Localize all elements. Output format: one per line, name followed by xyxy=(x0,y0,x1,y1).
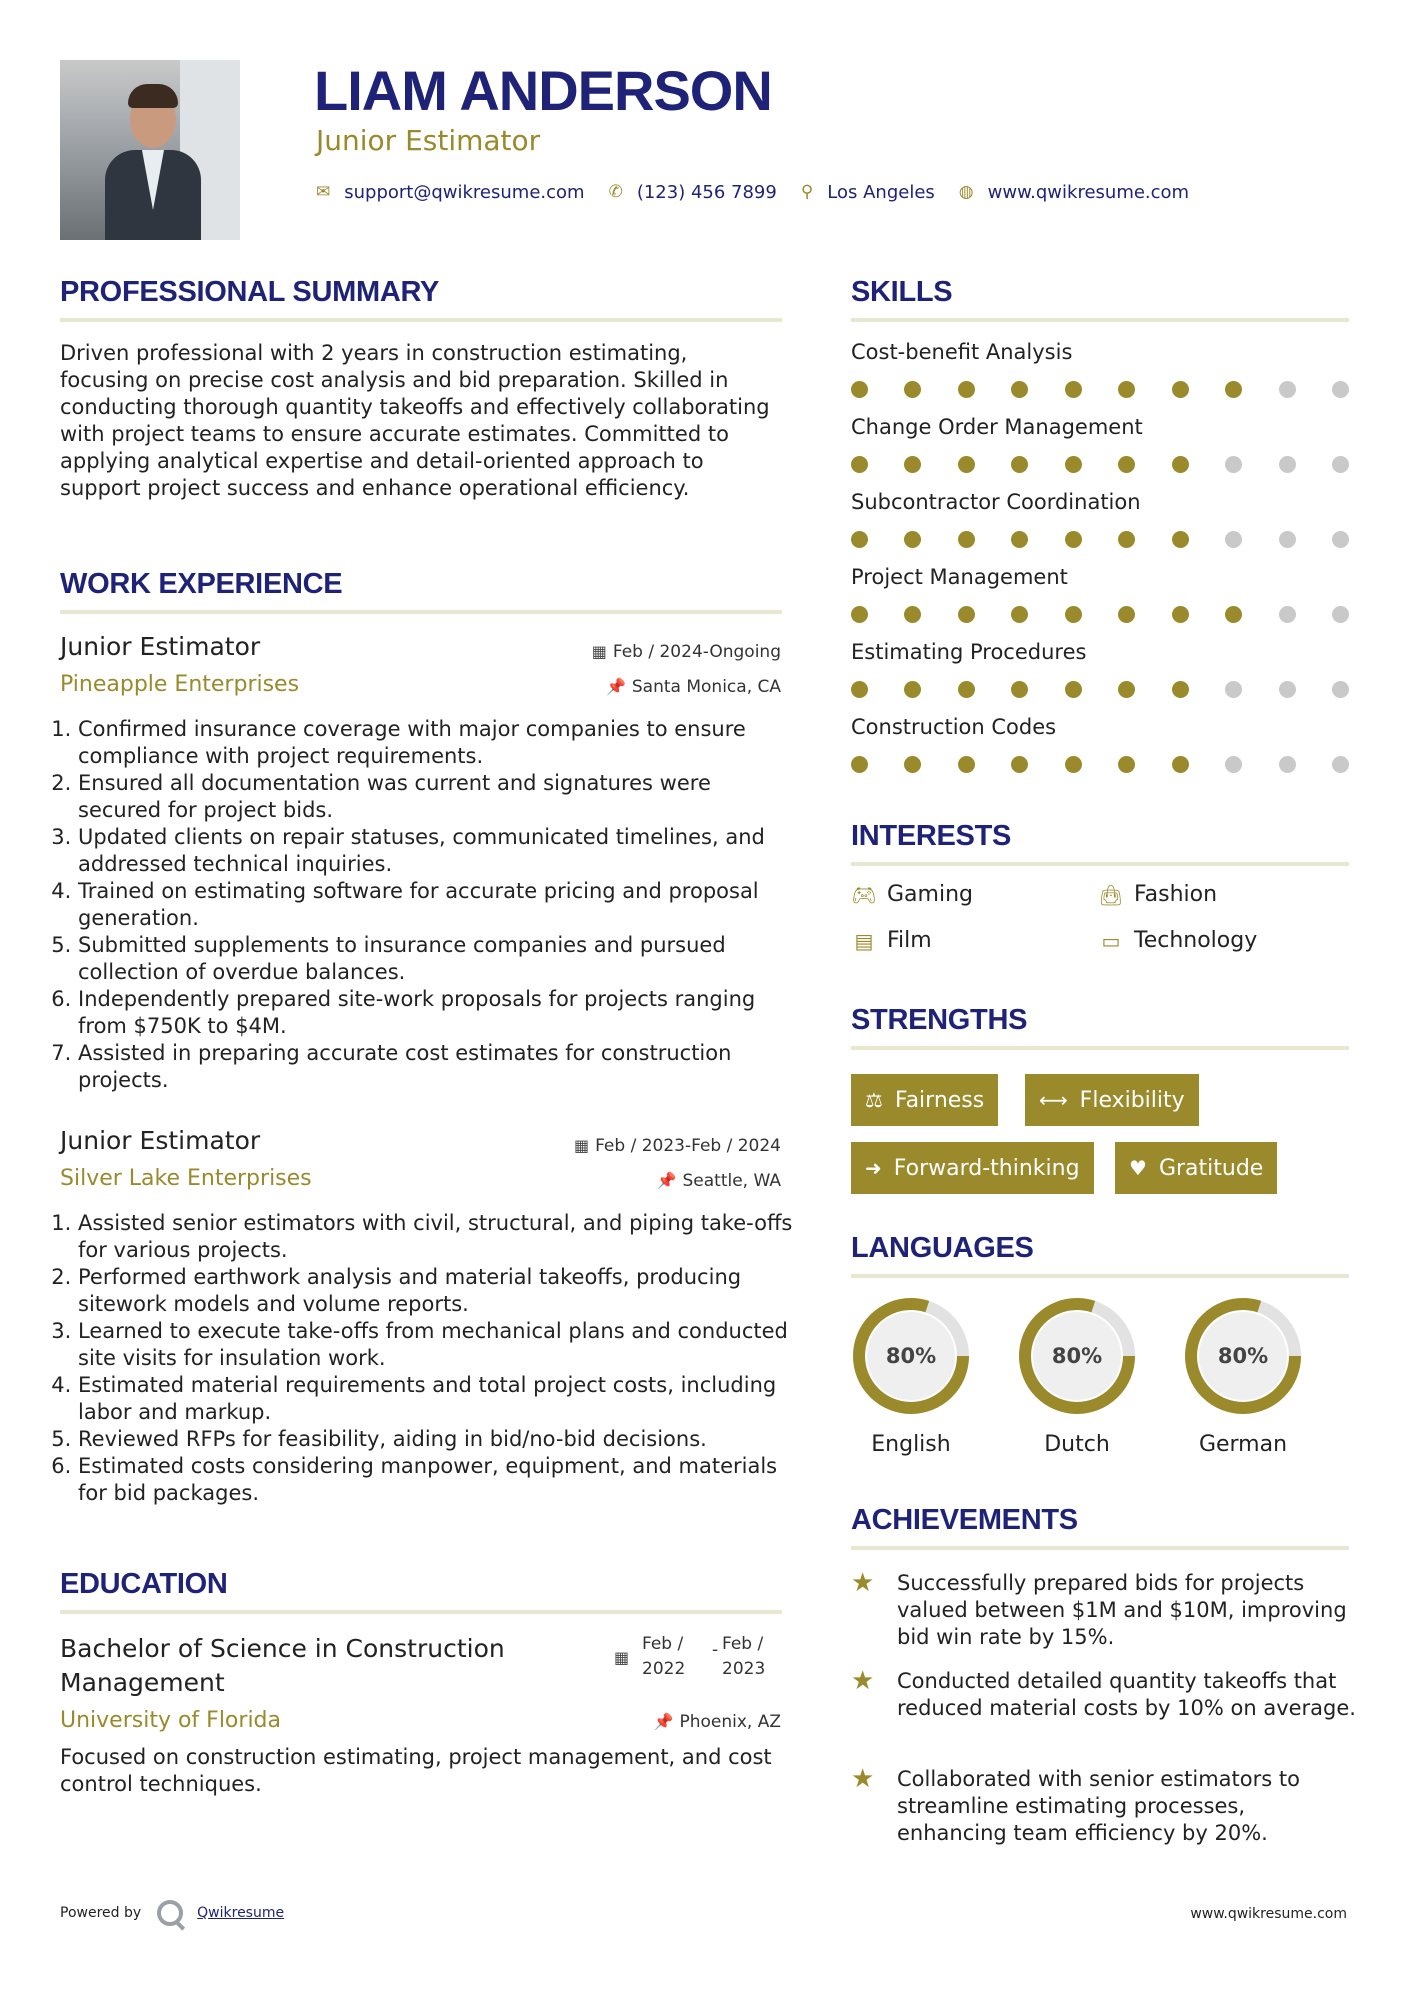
skill-dot xyxy=(1332,456,1349,473)
interest-label: Gaming xyxy=(887,882,973,907)
phone-text: (123) 456 7899 xyxy=(636,181,777,203)
experience-divider xyxy=(60,610,782,614)
achievement-text: Collaborated with senior estimators to streamline estimating processes, enhancing team efficiency by 20%. xyxy=(897,1767,1300,1845)
education-date-separator: - xyxy=(712,1640,719,1660)
language-name: German xyxy=(1198,1432,1288,1457)
summary-text: Driven professional with 2 years in construction estimating, focusing on precise cost analysis and bid preparation. Skilled in conducting thorough quantity takeoffs and effectively collaborating with project teams to ensure accurate estimates. Committed to applying analytical expertise and detail-oriented approach to support project success and enhance operational efficiency. xyxy=(60,341,770,500)
list-item: 5. Reviewed RFPs for feasibility, aiding in bid/no-bid decisions. xyxy=(78,1426,800,1453)
language-name: Dutch xyxy=(1044,1432,1110,1457)
contact-bar xyxy=(316,180,1213,204)
achievement-item xyxy=(851,1668,1361,1722)
skill-dot xyxy=(1279,681,1296,698)
interest-label: Fashion xyxy=(1134,882,1218,907)
pin-icon: 📌 xyxy=(653,1712,674,1731)
skill-dot xyxy=(1172,456,1189,473)
skill-dot xyxy=(1011,606,1028,623)
skills-divider xyxy=(851,318,1349,322)
phone-icon: ✆ xyxy=(608,182,623,202)
education-start-year: 2022 xyxy=(642,1659,686,1679)
skill-level-dots xyxy=(851,456,1349,474)
skill-name: Change Order Management xyxy=(851,415,1143,439)
list-item: 5. Submitted supplements to insurance companies and pursued collection of overdue balances. xyxy=(78,932,800,986)
job-title: Junior Estimator xyxy=(60,632,261,661)
job-location xyxy=(657,1171,781,1191)
interest-fashion xyxy=(1098,882,1217,907)
skill-dot xyxy=(851,381,868,398)
job-title: Junior Estimator xyxy=(60,1126,261,1155)
education-start-month: Feb / xyxy=(642,1634,684,1654)
skill-level-dots xyxy=(851,531,1349,549)
star-icon: ★ xyxy=(851,1568,875,1598)
skill-name: Project Management xyxy=(851,565,1068,589)
skill-dot xyxy=(1011,681,1028,698)
languages-heading: LANGUAGES xyxy=(851,1232,1034,1264)
skill-dot xyxy=(958,381,975,398)
education-end-year: 2023 xyxy=(722,1659,766,1679)
strength-flexibility xyxy=(1025,1074,1199,1126)
achievement-item xyxy=(851,1570,1361,1651)
skill-dot xyxy=(1225,606,1242,623)
calendar-icon: ▦ xyxy=(591,642,607,661)
skill-dot xyxy=(851,756,868,773)
skill-dot xyxy=(851,456,868,473)
skill-dot xyxy=(851,681,868,698)
skill-dot xyxy=(958,606,975,623)
education-divider xyxy=(60,1610,782,1614)
summary-heading: PROFESSIONAL SUMMARY xyxy=(60,276,440,308)
skill-dot xyxy=(1172,381,1189,398)
list-item: 1. Confirmed insurance coverage with major companies to ensure compliance with project requirements. xyxy=(78,716,800,770)
laptop-icon: ▭ xyxy=(1101,928,1121,953)
job-responsibilities xyxy=(60,716,800,1094)
skill-level-dots xyxy=(851,381,1349,399)
experience-heading: WORK EXPERIENCE xyxy=(60,568,343,600)
skill-name: Subcontractor Coordination xyxy=(851,490,1141,514)
interest-technology xyxy=(1098,928,1257,953)
skill-dot xyxy=(904,381,921,398)
skill-dot xyxy=(1332,531,1349,548)
skill-dot xyxy=(1225,531,1242,548)
education-heading: EDUCATION xyxy=(60,1568,228,1600)
skill-dot xyxy=(1118,381,1135,398)
star-icon: ★ xyxy=(851,1666,875,1696)
skill-dot xyxy=(958,531,975,548)
skill-dot xyxy=(851,606,868,623)
skill-dot xyxy=(1011,381,1028,398)
strength-label: Gratitude xyxy=(1158,1155,1264,1181)
strength-fairness xyxy=(851,1074,998,1126)
company-name: Pineapple Enterprises xyxy=(60,672,300,697)
skill-dot xyxy=(1279,756,1296,773)
education-location-text: Phoenix, AZ xyxy=(679,1712,781,1732)
language-percent: 80% xyxy=(1217,1344,1269,1368)
globe-icon: ◍ xyxy=(958,182,974,202)
achievements-divider xyxy=(851,1546,1349,1550)
strengths-heading: STRENGTHS xyxy=(851,1004,1028,1036)
skill-dot xyxy=(1332,606,1349,623)
skill-dot xyxy=(1332,381,1349,398)
skill-name: Cost-benefit Analysis xyxy=(851,340,1073,364)
list-item: 6. Independently prepared site-work proposals for projects ranging from $750K to $4M. xyxy=(78,986,800,1040)
skill-dot xyxy=(904,606,921,623)
skill-dot xyxy=(1011,756,1028,773)
education-end-month: Feb / xyxy=(722,1634,764,1654)
candidate-role: Junior Estimator xyxy=(316,124,541,157)
skill-name: Estimating Procedures xyxy=(851,640,1087,664)
skill-dot xyxy=(1332,756,1349,773)
skill-dot xyxy=(958,756,975,773)
calendar-icon: ▦ xyxy=(573,1136,590,1155)
arrows-horizontal-icon: ⟷ xyxy=(1039,1088,1068,1112)
skill-dot xyxy=(1279,531,1296,548)
skill-dot xyxy=(1065,606,1082,623)
skill-dot xyxy=(1065,456,1082,473)
pin-icon: 📌 xyxy=(656,1171,677,1190)
map-marker-icon: ⚲ xyxy=(800,182,814,202)
skill-dot xyxy=(1225,681,1242,698)
strength-label: Flexibility xyxy=(1079,1087,1185,1113)
list-item: 7. Assisted in preparing accurate cost estimates for construction projects. xyxy=(78,1040,800,1094)
skills-heading: SKILLS xyxy=(851,276,953,308)
skill-dot xyxy=(1011,531,1028,548)
location-text: Los Angeles xyxy=(827,181,935,203)
skill-dot xyxy=(1065,381,1082,398)
skill-dot xyxy=(1172,681,1189,698)
heart-icon: ♥ xyxy=(1129,1156,1147,1180)
list-item: 4. Estimated material requirements and total project costs, including labor and markup. xyxy=(78,1372,800,1426)
education-description: Focused on construction estimating, project management, and cost control techniques. xyxy=(60,1745,772,1796)
achievement-text: Successfully prepared bids for projects valued between $1M and $10M, improving bid win rate by 15%. xyxy=(897,1571,1347,1649)
strength-label: Forward-thinking xyxy=(893,1155,1080,1181)
skill-dot xyxy=(1118,756,1135,773)
candidate-name: LIAM ANDERSON xyxy=(314,59,772,122)
arrow-right-icon: ➜ xyxy=(865,1156,882,1180)
achievement-text: Conducted detailed quantity takeoffs that reduced material costs by 10% on average. xyxy=(897,1669,1356,1720)
skill-dot xyxy=(1225,381,1242,398)
skill-level-dots xyxy=(851,606,1349,624)
skill-dot xyxy=(1011,456,1028,473)
interest-label: Film xyxy=(887,928,932,953)
skill-dot xyxy=(1065,681,1082,698)
list-item: 2. Ensured all documentation was current and signatures were secured for project bids. xyxy=(78,770,800,824)
strengths-divider xyxy=(851,1046,1349,1050)
job-location-text: Santa Monica, CA xyxy=(631,677,781,697)
skill-name: Construction Codes xyxy=(851,715,1057,739)
list-item: 3. Updated clients on repair statuses, communicated timelines, and addressed technical inquiries. xyxy=(78,824,800,878)
skill-dot xyxy=(1065,531,1082,548)
school-name: University of Florida xyxy=(60,1708,281,1733)
skill-dot xyxy=(1172,756,1189,773)
skill-dot xyxy=(1279,456,1296,473)
skill-dot xyxy=(1279,606,1296,623)
degree-title: Bachelor of Science in Construction Management xyxy=(60,1634,505,1697)
interest-label: Technology xyxy=(1134,928,1258,953)
skill-dot xyxy=(904,756,921,773)
company-name: Silver Lake Enterprises xyxy=(60,1166,312,1191)
profile-photo xyxy=(60,60,240,240)
star-icon: ★ xyxy=(851,1764,875,1794)
balance-scale-icon: ⚖ xyxy=(865,1088,883,1112)
skill-dot xyxy=(958,681,975,698)
skill-dot xyxy=(1332,681,1349,698)
language-percent: 80% xyxy=(1051,1344,1103,1368)
interests-heading: INTERESTS xyxy=(851,820,1012,852)
language-ring xyxy=(1017,1296,1137,1416)
achievements-heading: ACHIEVEMENTS xyxy=(851,1504,1078,1536)
list-item: 2. Performed earthwork analysis and material takeoffs, producing sitework models and volume reports. xyxy=(78,1264,800,1318)
skill-dot xyxy=(1065,756,1082,773)
skill-dot xyxy=(1118,531,1135,548)
achievement-item xyxy=(851,1766,1361,1847)
skill-dot xyxy=(1225,756,1242,773)
list-item: 4. Trained on estimating software for accurate pricing and proposal generation. xyxy=(78,878,800,932)
language-ring xyxy=(1183,1296,1303,1416)
job-dates xyxy=(574,1136,781,1156)
strength-gratitude xyxy=(1115,1142,1277,1194)
skill-dot xyxy=(1118,606,1135,623)
languages-divider xyxy=(851,1274,1349,1278)
job-location xyxy=(606,677,781,697)
skill-dot xyxy=(904,456,921,473)
list-item: 3. Learned to execute take-offs from mechanical plans and conducted site visits for insulation work. xyxy=(78,1318,800,1372)
list-item: 1. Assisted senior estimators with civil, structural, and piping take-offs for various projects. xyxy=(78,1210,800,1264)
skill-dot xyxy=(904,531,921,548)
gamepad-icon: 🎮︎ xyxy=(851,882,877,907)
skill-level-dots xyxy=(851,681,1349,699)
strength-label: Fairness xyxy=(894,1087,985,1113)
strength-forward-thinking xyxy=(851,1142,1094,1194)
skill-dot xyxy=(1172,531,1189,548)
footer-powered-by xyxy=(60,1900,284,1926)
education-location xyxy=(654,1712,781,1732)
skill-dot xyxy=(1172,606,1189,623)
list-item: 6. Estimated costs considering manpower, equipment, and materials for bid packages. xyxy=(78,1453,800,1507)
skill-dot xyxy=(1118,456,1135,473)
shopping-bag-icon: 👜︎ xyxy=(1098,882,1124,907)
interest-film xyxy=(851,928,932,953)
film-icon: ▤ xyxy=(854,928,874,953)
education-dates xyxy=(614,1634,784,1684)
powered-by-text: Powered by xyxy=(60,1905,142,1921)
envelope-icon: ✉ xyxy=(316,182,331,202)
language-percent: 80% xyxy=(885,1344,937,1368)
interest-gaming xyxy=(851,882,973,907)
language-name: English xyxy=(871,1432,951,1457)
skill-dot xyxy=(1118,681,1135,698)
skill-dot xyxy=(958,456,975,473)
summary-divider xyxy=(60,318,782,322)
job-location-text: Seattle, WA xyxy=(682,1171,781,1191)
interests-divider xyxy=(851,862,1349,866)
job-responsibilities xyxy=(60,1210,800,1507)
pin-icon: 📌 xyxy=(605,677,626,696)
skill-dot xyxy=(1225,456,1242,473)
job-dates-text: Feb / 2023-Feb / 2024 xyxy=(595,1136,781,1156)
skill-dot xyxy=(851,531,868,548)
calendar-icon: ▦ xyxy=(614,1648,630,1667)
job-dates xyxy=(592,642,781,662)
website-link[interactable]: www.qwikresume.com xyxy=(987,181,1190,203)
language-ring xyxy=(851,1296,971,1416)
email-link[interactable]: support@qwikresume.com xyxy=(344,181,585,203)
skill-level-dots xyxy=(851,756,1349,774)
footer-website[interactable]: www.qwikresume.com xyxy=(1190,1906,1347,1922)
job-dates-text: Feb / 2024-Ongoing xyxy=(612,642,781,662)
skill-dot xyxy=(904,681,921,698)
qwikresume-logo-icon xyxy=(157,1900,183,1926)
skill-dot xyxy=(1279,381,1296,398)
brand-link[interactable]: Qwikresume xyxy=(197,1905,285,1921)
